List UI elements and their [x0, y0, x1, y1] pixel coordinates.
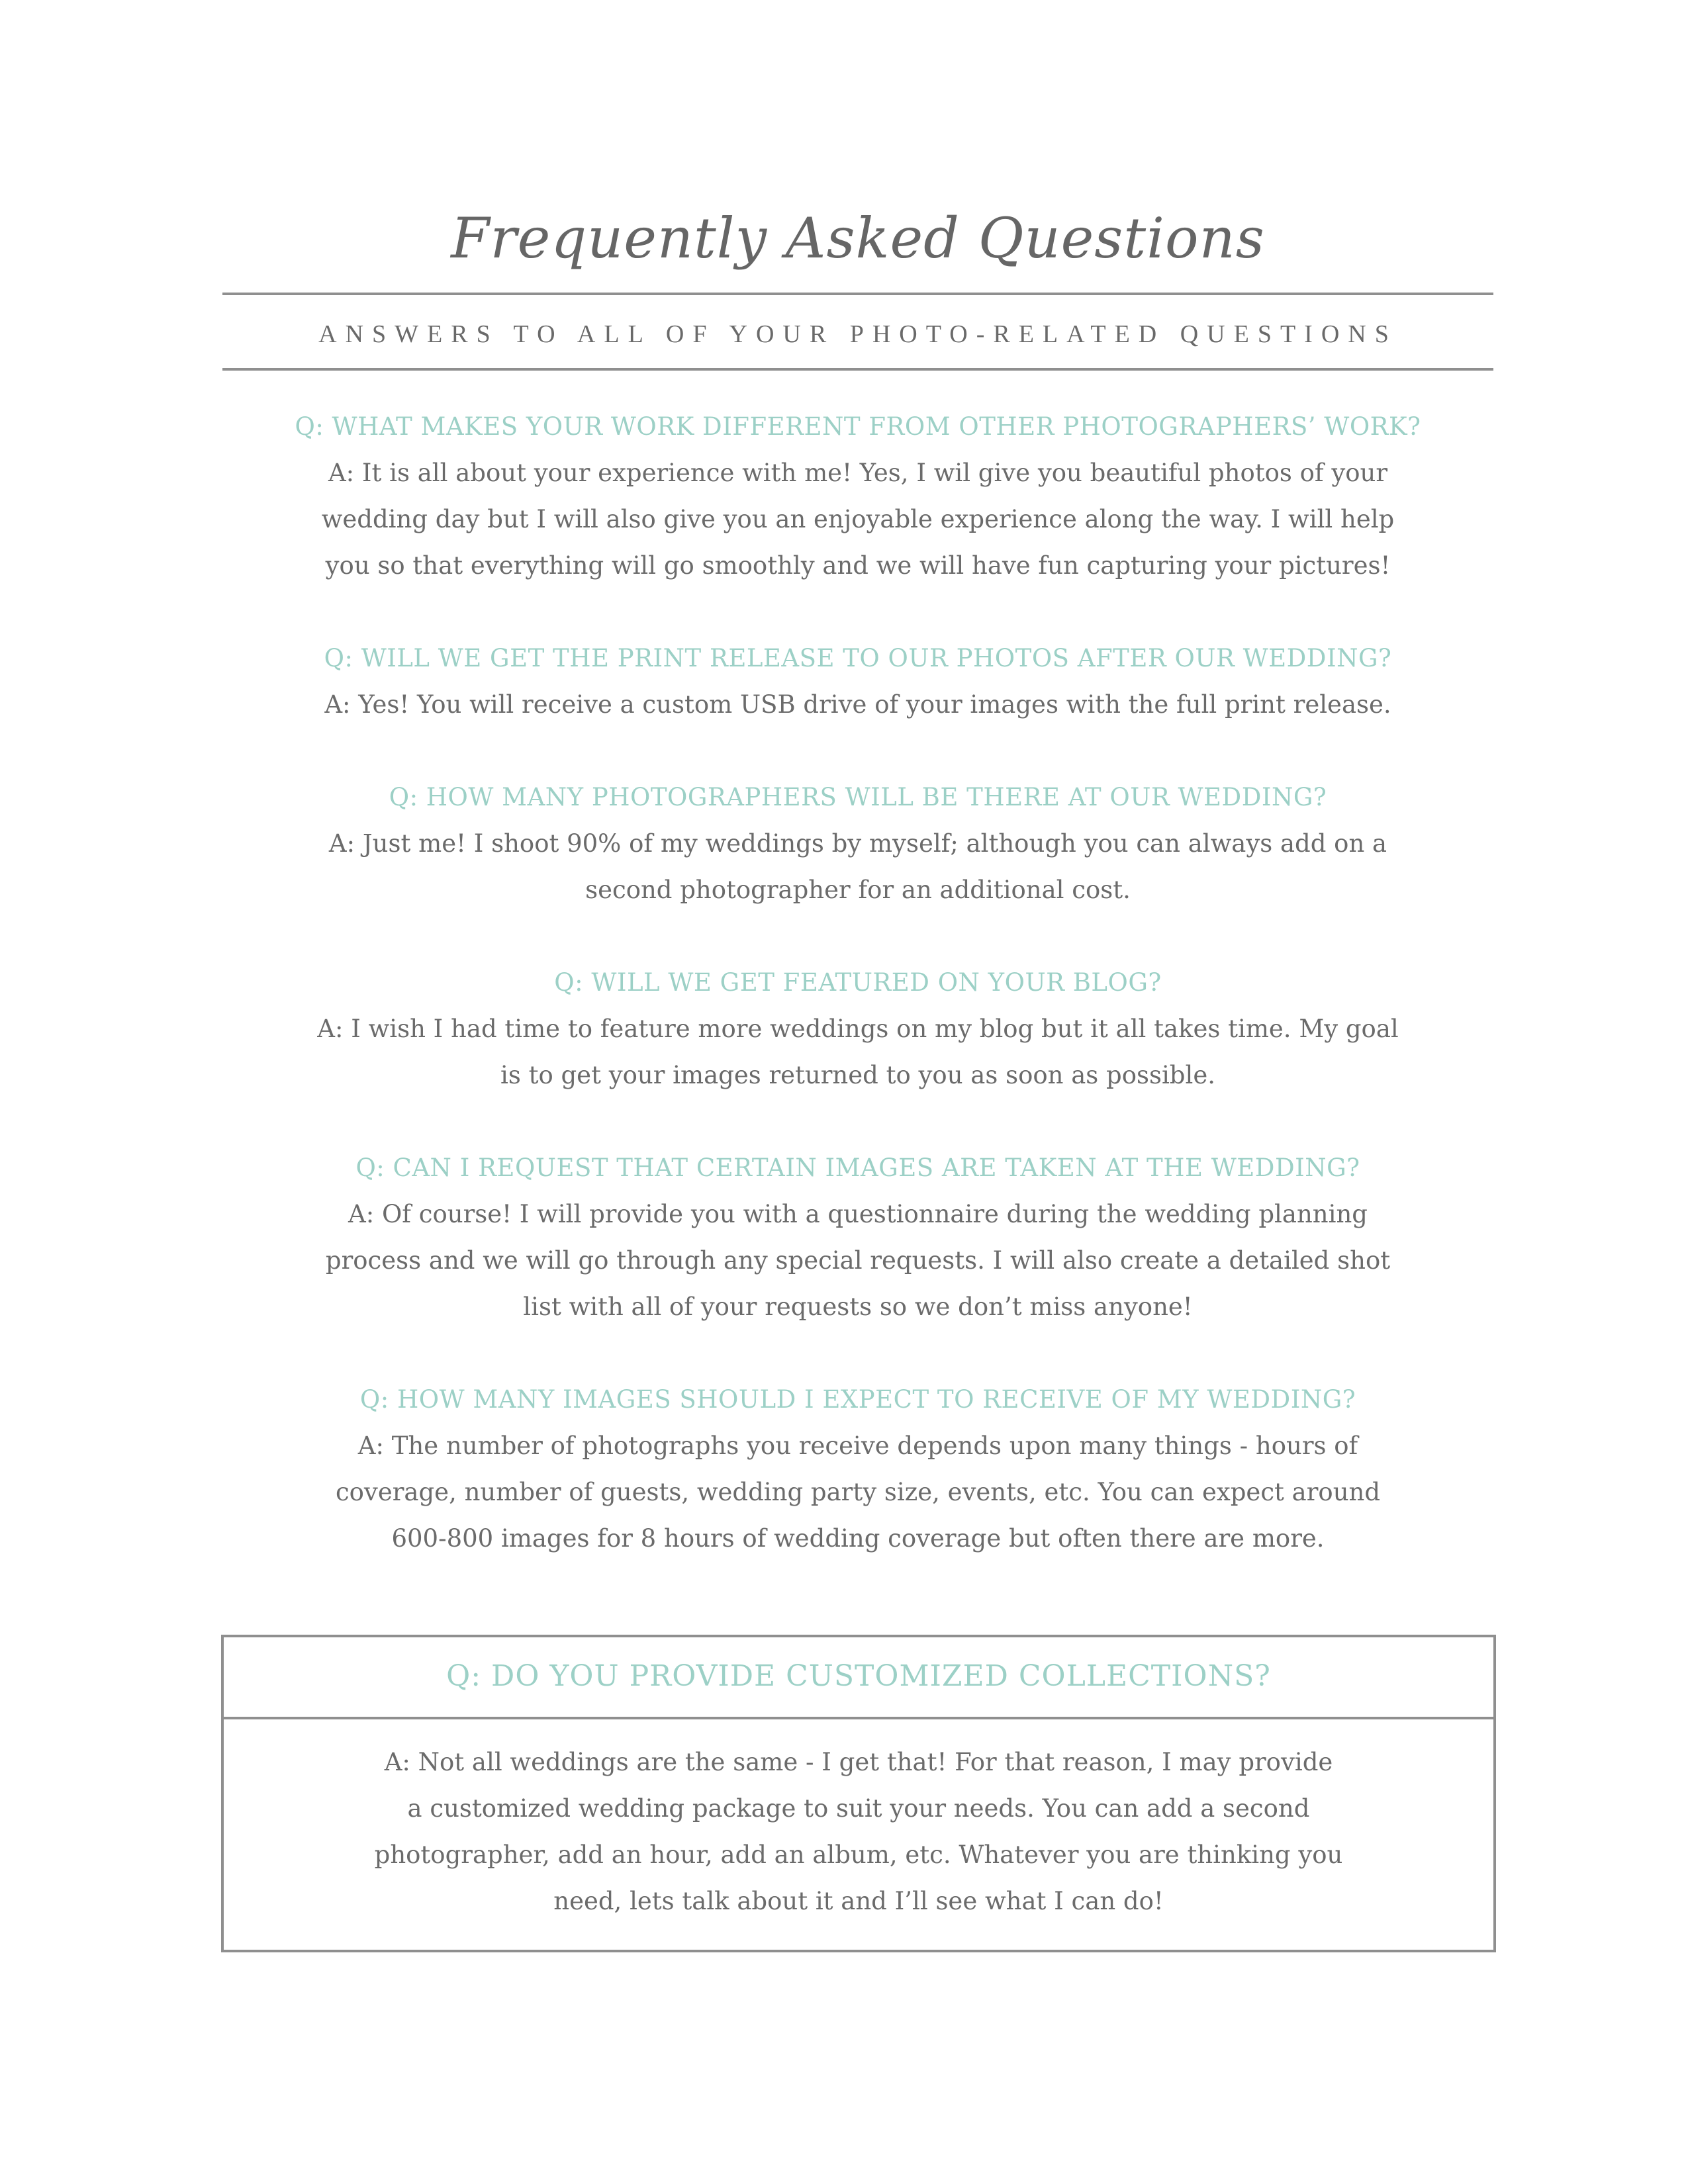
faq-answer-line: A: Of course! I will provide you with a questionnaire during the wedding planning	[348, 1200, 1368, 1228]
faq-answer-line: A: I wish I had time to feature more weddings on my blog but it all takes time. My goal	[317, 1015, 1399, 1043]
featured-answer-line: photographer, add an hour, add an album, etc. Whatever you are thinking you	[374, 1841, 1343, 1869]
faq-answer-line: A: Yes! You will receive a custom USB drive of your images with the full print release.	[324, 690, 1391, 719]
featured-answer-line: a customized wedding package to suit your needs. You can add a second	[407, 1794, 1310, 1823]
header-top-divider	[222, 293, 1493, 295]
faq-answer	[222, 682, 1493, 728]
faq-answer-line: 600-800 images for 8 hours of wedding coverage but often there are more.	[391, 1524, 1325, 1553]
faq-question: Q: CAN I REQUEST THAT CERTAIN IMAGES ARE TAKEN AT THE WEDDING?	[355, 1154, 1360, 1182]
faq-answer	[222, 1006, 1493, 1099]
header-bottom-divider	[222, 368, 1493, 371]
faq-item	[222, 774, 1493, 913]
faq-answer-line: you so that everything will go smoothly and we will have fun capturing your pictures!	[325, 551, 1391, 580]
featured-answer-line: A: Not all weddings are the same - I get that! For that reason, I may provide	[384, 1748, 1333, 1776]
faq-question: Q: WILL WE GET FEATURED ON YOUR BLOG?	[554, 968, 1162, 997]
faq-question: Q: HOW MANY IMAGES SHOULD I EXPECT TO RECEIVE OF MY WEDDING?	[359, 1385, 1356, 1414]
faq-answer-line: wedding day but I will also give you an enjoyable experience along the way. I will help	[321, 505, 1395, 533]
faq-answer-line: A: It is all about your experience with me! Yes, I wil give you beautiful photos of your	[328, 459, 1388, 487]
page-title: Frequently Asked Questions	[451, 206, 1265, 271]
faq-item	[222, 635, 1493, 728]
featured-faq-question: Q: DO YOU PROVIDE CUSTOMIZED COLLECTIONS?	[224, 1637, 1493, 1719]
faq-answer	[222, 1191, 1493, 1330]
faq-question: Q: HOW MANY PHOTOGRAPHERS WILL BE THERE AT OUR WEDDING?	[389, 783, 1327, 811]
faq-answer-line: list with all of your requests so we don’t miss anyone!	[523, 1293, 1193, 1321]
faq-item	[222, 960, 1493, 1099]
featured-faq-answer	[224, 1719, 1493, 1925]
faq-answer-line: is to get your images returned to you as soon as possible.	[500, 1061, 1215, 1089]
faq-item	[222, 1145, 1493, 1330]
faq-answer-line: coverage, number of guests, wedding party size, events, etc. You can expect around	[335, 1478, 1381, 1506]
faq-answer-line: A: The number of photographs you receive depends upon many things - hours of	[357, 1432, 1358, 1460]
faq-answer	[222, 821, 1493, 913]
page-subtitle: ANSWERS TO ALL OF YOUR PHOTO-RELATED QUESTIONS	[318, 320, 1397, 348]
featured-faq-box	[221, 1635, 1496, 1952]
faq-answer-line: second photographer for an additional cost.	[585, 876, 1131, 904]
faq-item	[222, 404, 1493, 589]
faq-answer	[222, 450, 1493, 589]
faq-answer-line: process and we will go through any special requests. I will also create a detailed shot	[325, 1246, 1391, 1275]
faq-question: Q: WHAT MAKES YOUR WORK DIFFERENT FROM OTHER PHOTOGRAPHERS’ WORK?	[295, 412, 1421, 441]
faq-answer	[222, 1423, 1493, 1562]
faq-question: Q: WILL WE GET THE PRINT RELEASE TO OUR PHOTOS AFTER OUR WEDDING?	[324, 644, 1392, 672]
faq-item	[222, 1377, 1493, 1562]
faq-answer-line: A: Just me! I shoot 90% of my weddings by myself; although you can always add on a	[328, 829, 1387, 858]
featured-answer-line: need, lets talk about it and I’ll see what I can do!	[553, 1887, 1164, 1915]
